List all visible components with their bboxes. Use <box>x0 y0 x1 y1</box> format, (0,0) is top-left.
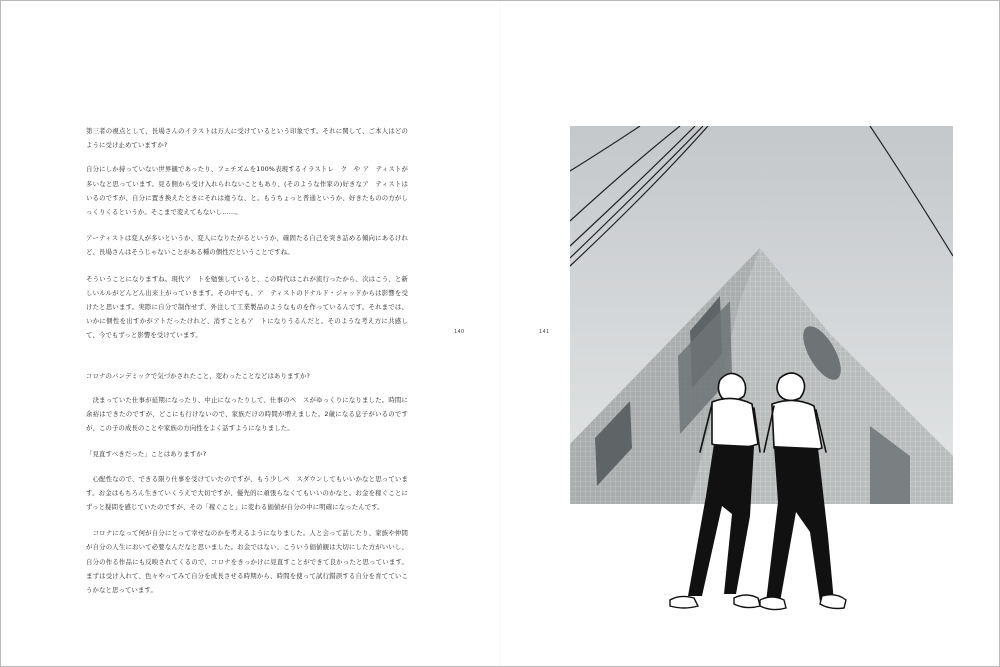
page-number-right: 141 <box>539 329 550 335</box>
left-page-text <box>86 124 408 609</box>
answer-paragraph: そういうことになりますね。現代ア トを勉強していると、この時代はこれが流行ったから、次はこう、と新しいルルがどんどん出来上がっていきます。その中でも、ア ティストのドナルド・ジャッドからは影響を受けたと思います。実際に自分で制作せず、外注して工業製品のようなものを作っているんです。それまでは、いかに個性を出すかがアトだったけれど、消すこともア トになりうるんだと。そのような考え方に共感して、今でもずっと影響を受けています。 <box>86 274 408 340</box>
question-paragraph: アーティストは変人が多いというか、変人になりたがるというか、確固たる自己を突き詰める傾向にあるけれど、長場さんはそうじゃないことがある種の個性だということですね。 <box>86 234 408 257</box>
question-paragraph: 「見直すべきだった」ことはありますか? <box>86 450 207 459</box>
spread-gutter <box>499 1 501 666</box>
page-number-left: 140 <box>454 329 465 335</box>
answer-paragraph: 自分にしか持っていない世界観であったり、フェチズムを100%表現するイラストレ ク や ア ティストが多いなと思っています。見る側から受け入れられないこともあり、(そのような作家の)好きなア ティストはいるのですが、自分に置き換えたときにそれは違うな、と。もうちょっと普通というか、好きたものの方がしっくりくるというか。そこまで変えてもないし……。 <box>86 165 408 217</box>
answer-paragraph: 決まっていた仕事が延期になったり、中止になったりして、仕事のペ スがゆっくりになりました。時間に余裕はできたのですが、どこにも行けないので、家族だけの時間が増えました。2歳になる息子がいるのですが、この子の成長のことや家族の方向性をよく話すようになりました。 <box>86 395 408 433</box>
question-paragraph: コロナのパンデミックで気づかされたこと、変わったことなどはありますか? <box>86 371 310 380</box>
answer-paragraph: 心配性なので、できる限り仕事を受けていたのですが、もう少しペ スダウンしてもいいかなと思っています。お金はもちろん生きていくうえで大切ですが、優先的に頑張らなくてもいいのかなと。お金を稼ぐことにずっと疑問を感じていたのですが、その「稼ぐこと」に変わる価値が自分の中に明確になったんです。 <box>86 474 408 512</box>
question-paragraph: 第三者の視点として、長場さんのイラストは万人に受けているという印象です。それに関して、ご本人はどのように受け止めていますか? <box>86 127 408 150</box>
answer-paragraph: コロナになって何が自分にとって幸せなのかを考えるようになりました。人と会って話したり、家族や仲間が自分の人生において必要なんだなと思いました。お金ではない、こういう価値観は大切にした方がいいし、自分の作る作品にも反映されてくるので、コロナをきっかけに見直すことができて良かったと思っています。まずは受け入れて、色々やってみて自分を成長させる時期から、時間を使って試行錯誤する自分を育てていこうかなと思っています。 <box>86 529 408 595</box>
walking-couple-illustration <box>660 360 860 630</box>
